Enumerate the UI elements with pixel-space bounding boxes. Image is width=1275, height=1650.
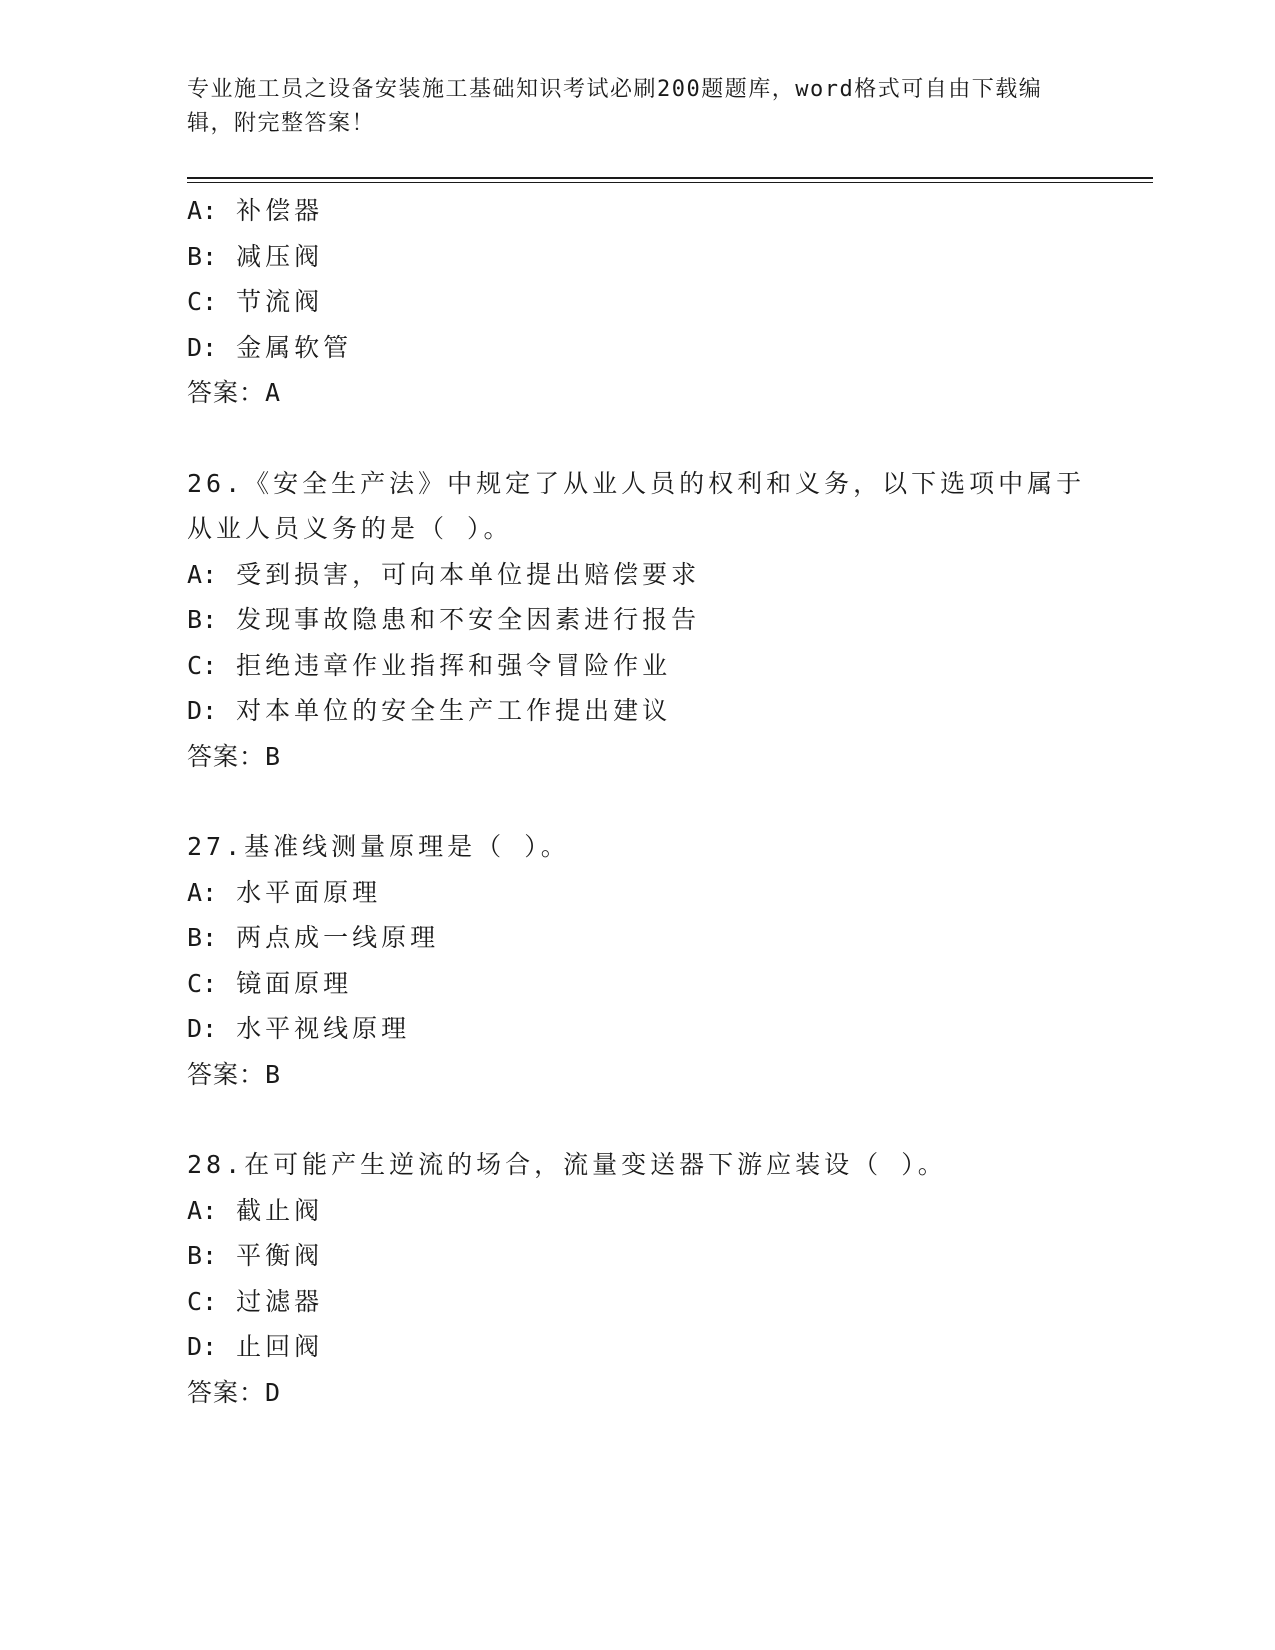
- header-rule-thin: [187, 182, 1153, 183]
- question-block: [187, 188, 1147, 416]
- question-list: [187, 188, 1147, 1415]
- option-c: C: 节流阀: [187, 287, 324, 316]
- option-c: C: 拒绝违章作业指挥和强令冒险作业: [187, 650, 672, 680]
- question-block: [187, 824, 1147, 1097]
- option-d: D: 止回阀: [187, 1332, 324, 1361]
- option-c: C: 镜面原理: [187, 968, 353, 998]
- question-block: [187, 461, 1147, 780]
- option-c: C: 过滤器: [187, 1286, 324, 1316]
- question-stem: 27.基准线测量原理是（ ）。: [187, 832, 570, 861]
- option-a: A: 受到损害，可向本单位提出赔偿要求: [187, 559, 701, 589]
- question-stem: 28.在可能产生逆流的场合，流量变送器下游应装设（ ）。: [187, 1150, 947, 1179]
- document-header: 专业施工员之设备安装施工基础知识考试必刷200题题库，word格式可自由下载编辑，附完整答案！: [187, 77, 1043, 136]
- option-d: D: 水平视线原理: [187, 1014, 411, 1043]
- option-d: D: 金属软管: [187, 332, 353, 362]
- answer-line: 答案：B: [187, 741, 281, 771]
- option-b: B: 减压阀: [187, 241, 324, 271]
- option-b: B: 两点成一线原理: [187, 923, 440, 952]
- option-b: B: 发现事故隐患和不安全因素进行报告: [187, 605, 701, 634]
- answer-line: 答案：A: [187, 378, 281, 407]
- option-a: A: 截止阀: [187, 1195, 324, 1225]
- option-a: A: 水平面原理: [187, 877, 382, 907]
- option-d: D: 对本单位的安全生产工作提出建议: [187, 696, 672, 725]
- answer-line: 答案：D: [187, 1377, 281, 1407]
- option-b: B: 平衡阀: [187, 1241, 324, 1270]
- question-stem: 26.《安全生产法》中规定了从业人员的权利和义务，以下选项中属于: [187, 468, 1086, 498]
- header-rule-thick: [187, 177, 1153, 179]
- option-a: A: 补偿器: [187, 196, 324, 225]
- answer-line: 答案：B: [187, 1059, 281, 1089]
- question-block: [187, 1142, 1147, 1415]
- question-stem: 从业人员义务的是（ ）。: [187, 514, 513, 543]
